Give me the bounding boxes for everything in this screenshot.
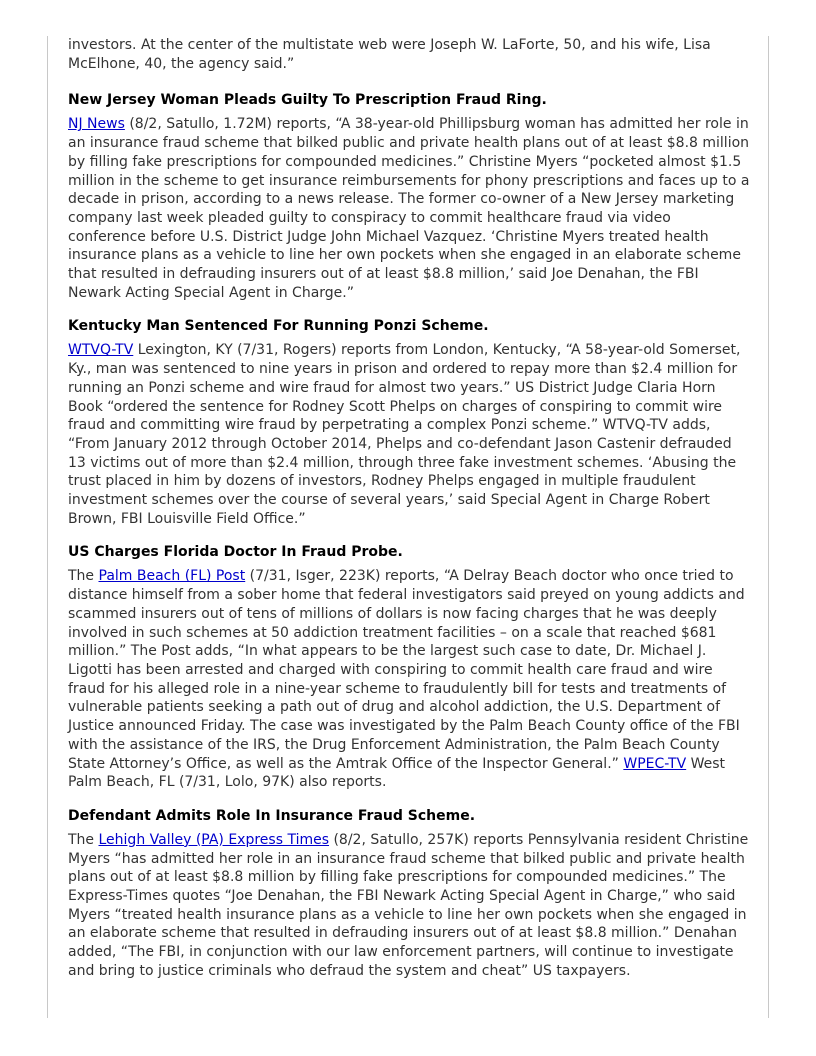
article-headline: Defendant Admits Role In Insurance Fraud Scheme. [68, 807, 476, 824]
article-text-prefix: The [68, 831, 99, 848]
article-text: Lexington, KY (7/31, Rogers) reports from London, Kentucky, “A 58-year-old Somerset, Ky., man was sentenced to nine years in prison and ordered to repay more than $2.4 million for running an Ponzi scheme and wire fraud for almost two years.” US District Judge Claria Horn Book “ordered the sentence for Rodney Scott Phelps on charges of conspiring to commit wire fraud and committing wire fraud by perpetrating a complex Ponzi scheme.” WTVQ-TV adds, “From January 2012 through October 2014, Phelps and co-defendant Jason Castenir defrauded 13 victims out of more than $2.4 million, through three fake investment schemes. ‘Abusing the trust placed in him by dozens of investors, Rodney Phelps engaged in multiple fraudulent investment schemes over the course of several years,’ said Special Agent in Charge Robert Brown, FBI Louisville Field Office.” [68, 342, 741, 527]
article-body [68, 115, 750, 302]
article-text-prefix: The [68, 568, 99, 585]
article-headline: US Charges Florida Doctor In Fraud Probe. [68, 544, 403, 561]
lead-paragraph-fragment: investors. At the center of the multistate web were Joseph W. LaForte, 50, and his wife, Lisa McElhone, 40, the agency said.” [68, 37, 711, 72]
source-link-nj-news[interactable]: NJ News [68, 116, 125, 133]
article-text: (8/2, Satullo, 257K) reports Pennsylvania resident Christine Myers “has admitted her role in an insurance fraud scheme that bilked public and private health plans out of at least $8.8 million by filling fake prescriptions for compounded medicines.” The Express-Times quotes “Joe Denahan, the FBI Newark Acting Special Agent in Charge,” who said Myers “treated health insurance plans as a vehicle to line her own pockets when she engaged in an elaborate scheme that resulted in defrauding insurers out of at least $8.8 million.” Denahan added, “The FBI, in conjunction with our law enforcement partners, will continue to investigate and bring to justice criminals who defraud the system and cheat” US taxpayers. [68, 831, 749, 979]
source-link-palm-beach-post[interactable]: Palm Beach (FL) Post [98, 568, 246, 585]
article-headline: New Jersey Woman Pleads Guilty To Prescription Fraud Ring. [68, 92, 547, 109]
article-insurance-fraud-admission [68, 807, 750, 981]
source-link-wtvq-tv[interactable]: WTVQ-TV [68, 342, 134, 359]
article-nj-prescription-fraud [68, 91, 750, 302]
source-link-wpec-tv[interactable]: WPEC-TV [623, 755, 687, 772]
article-body [68, 341, 750, 528]
article-text: (7/31, Isger, 223K) reports, “A Delray Beach doctor who once tried to distance himself from a sober home that federal investigators said preyed on young addicts and scammed insurers out of tens of millions of dollars is now facing charges that he was deeply involved in such schemes at 50 addiction treatment facilities – on a scale that reached $681 million.” The Post adds, “In what appears to be the largest such case to date, Dr. Michael J. Ligotti has been arrested and charged with conspiring to commit health care fraud and wire fraud for his alleged role in a nine-year scheme to fraudulently bill for tests and treatments of vulnerable patients seeking a path out of drug and alcohol addiction, the U.S. Department of Justice announced Friday. The case was investigated by the Palm Beach County office of the FBI with the assistance of the IRS, the Drug Enforcement Administration, the Palm Beach County State Attorney’s Office, as well as the Amtrak Office of the Inspector General.” [68, 568, 745, 772]
article-headline: Kentucky Man Sentenced For Running Ponzi Scheme. [68, 318, 489, 335]
article-kentucky-ponzi [68, 317, 750, 528]
newsletter-content [68, 36, 750, 996]
article-body [68, 831, 750, 981]
source-link-lehigh-valley-express-times[interactable]: Lehigh Valley (PA) Express Times [98, 831, 330, 848]
article-body [68, 567, 750, 791]
article-text-tail: West Palm Beach, FL (7/31, Lolo, 97K) also reports. [68, 755, 726, 791]
article-text: (8/2, Satullo, 1.72M) reports, “A 38-year-old Phillipsburg woman has admitted her role in an insurance fraud scheme that bilked public and private health plans out of at least $8.8 million by filling fake prescriptions for compounded medicines.” Christine Myers “pocketed almost $1.5 million in the scheme to get insurance reimbursements for phony prescriptions and faces up to a decade in prison, according to a news release. The former co-owner of a New Jersey marketing company last week pleaded guilty to conspiracy to commit healthcare fraud via video conference before U.S. District Judge John Michael Vazquez. ‘Christine Myers treated health insurance plans as a vehicle to line her own pockets when she engaged in an elaborate scheme that resulted in defrauding insurers out of at least $8.8 million,’ said Joe Denahan, the FBI Newark Acting Special Agent in Charge.” [68, 116, 750, 301]
article-florida-doctor [68, 543, 750, 791]
